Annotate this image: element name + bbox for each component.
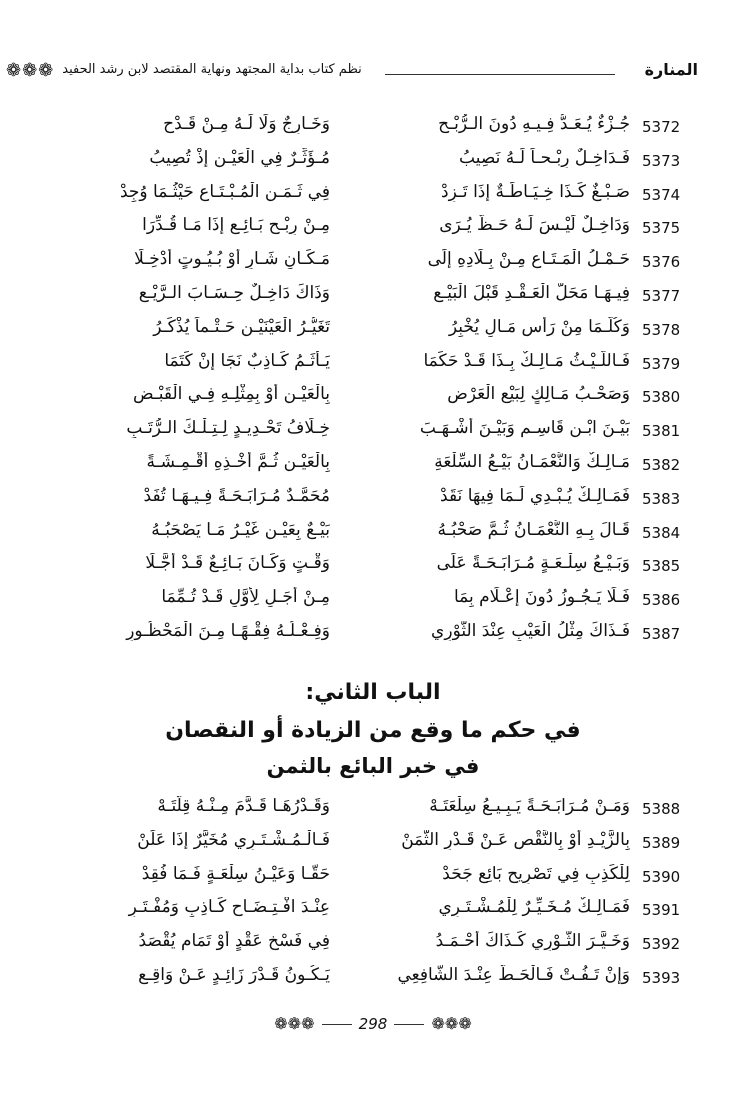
verse-number: 5376 (642, 253, 681, 272)
verse-first-hemistich: وَمَـنْ مُـرَابَـحَـةً يَـبِـيـعُ سِلْعَتَـهْ (429, 796, 630, 816)
verse-row (30, 450, 720, 484)
verse-second-hemistich: مُـؤَثِّـرٌ فِي الْعَيْـنِ إِذْ تُصِيبُ (149, 147, 330, 168)
chapter-title-line1: في حكم ما وقع من الزيادة أو النقصان (165, 718, 581, 743)
verse-row (30, 585, 720, 619)
verse-second-hemistich: يَـكُـونُ قَـدْرَ زَائِـدٍ عَـنْ وَاقِـعِ (138, 965, 330, 985)
verse-first-hemistich: وَدَاخِـلٌ لَيْـسَ لَـهُ حَـظٌّ يُـرَى (439, 215, 630, 236)
verse-first-hemistich: فِيـهَـا مَحَلُّ الْعَـقْـدِ قَبْلَ الْبَيْـعِ (433, 283, 630, 303)
verse-number: 5382 (642, 456, 681, 474)
verse-row (30, 828, 720, 862)
verse-first-hemistich: وَخَـيَّـرَ الثَّـوْرِي كَـذَاكَ أَحْـمَـدُ (435, 931, 630, 952)
verse-row (30, 862, 720, 896)
verse-first-hemistich: وَصَحْـبُ مَـالِكٍ لِبَيْعِ الْعَرْضِ (447, 384, 630, 405)
verse-number: 5393 (642, 969, 681, 987)
verse-number: 5385 (642, 557, 681, 576)
verse-first-hemistich: وَكُلُّـمَا مِنْ رَأْسِ مَـالٍ يُخْبِرُ (448, 316, 630, 337)
verse-row (30, 349, 720, 383)
verse-row (30, 213, 720, 247)
verse-second-hemistich: وَخَـارِجٌ وَلَا لَـهُ مِـنْ قَـدْحِ (163, 114, 330, 134)
header-ornament: ❁❁❁ (6, 60, 55, 81)
verse-number: 5391 (642, 901, 681, 920)
book-title: نظم كتاب بداية المجتهد ونهاية المقتصد لابن رشد الحفيد (62, 62, 362, 77)
verse-number: 5383 (642, 489, 681, 508)
verse-first-hemistich: فَمَـالِـكٌ مُـخَـيِّـرٌ لِلْمُـشْـتَـرِي (438, 897, 630, 918)
verse-row (30, 619, 720, 653)
verse-second-hemistich: بِالْعَيْـنِ ثُـمَّ أَخْـذِهِ أَقْـمِـشَـةً (146, 452, 330, 472)
verse-first-hemistich: فَـاللَّـيْـثُ مَـالِـكٌ بِـذَا قَـدْ حَكَمَا (423, 350, 630, 371)
verse-second-hemistich: بَيْـعٌ بِعَيْـنٍ غَيْـرُ مَـا يَصْحَبُـهُ (151, 519, 330, 540)
verse-second-hemistich: فِي ثَـمَـنِ الْمُـبْـتَـاعِ حَيْثُـمَا وُجِدْ (119, 181, 330, 202)
verse-number: 5389 (642, 833, 681, 852)
verse-second-hemistich: وَفِـعْـلُـهُ فِقْـهًـا مِـنَ الْمَحْظُـورِ (126, 621, 330, 641)
verse-number: 5390 (642, 867, 681, 886)
verse-first-hemistich: صَـبْـغٌ كَـذَا خِـيَـاطَـةٌ إِذَا تَـزِدْ (441, 181, 630, 202)
verse-number: 5384 (642, 523, 681, 542)
verse-second-hemistich: حَقًّـا وَعَيْـنُ سِلْعَـةٍ فَـمَا فُقِدْ (141, 863, 330, 884)
footer-ornament-right: ❁❁❁ (431, 1014, 472, 1033)
verse-row (30, 281, 720, 315)
verse-number: 5372 (642, 118, 681, 136)
verse-second-hemistich: مِـنْ أَجَـلٍ لِأَوَّلٍ قَـدْ تُـمِّمَا (161, 587, 330, 608)
verse-number: 5386 (642, 591, 681, 610)
verse-number: 5387 (642, 625, 681, 643)
footer-divider-left (322, 1024, 352, 1025)
verse-second-hemistich: وَقْـتٍ وَكَـانَ بَـائِـعٌ قَـدْ أَجَّـلَا (145, 553, 330, 574)
verse-first-hemistich: وَبَـيْـعُ سِلْـعَـةٍ مُـرَابَـحَـةً عَلَى (436, 553, 630, 574)
page-footer (0, 1014, 746, 1033)
verse-first-hemistich: فَـلَا يَـجُـوزُ دُونَ إِعْـلَامٍ بِمَا (453, 587, 630, 608)
verse-number: 5375 (642, 219, 681, 238)
verse-row (30, 794, 720, 828)
chapter-label: الباب الثاني: (305, 680, 441, 705)
verse-first-hemistich: بَيْـنَ ابْـنِ قَاسِـمٍ وَبَيْـنَ أَشْـهَـبَ (419, 418, 630, 439)
verse-second-hemistich: يَـأْثَـمُ كَـاذِبٌ نَجَا إِنْ كَتَمَا (164, 350, 330, 371)
header-divider (385, 74, 615, 77)
verse-row (30, 929, 720, 963)
footer-divider-right (394, 1024, 424, 1025)
page-number: 298 (358, 1015, 388, 1033)
verse-second-hemistich: وَقَـدْرُهَـا قَـدَّمَ مِـنْـهُ قِلَّتَـهْ (157, 796, 330, 816)
verse-first-hemistich: فَـدَاخِـلٌ رِبْـحـاً لَـهُ نَصِيبُ (459, 147, 630, 168)
verse-number: 5374 (642, 185, 681, 204)
verse-first-hemistich: وَإِنْ تَـفُـتْ فَـالْحَـطُّ عِنْـدَ الشَّافِعِي (397, 965, 630, 985)
verse-first-hemistich: جُـزْءٌ يُـعَـدُّ فِـيـهِ دُونَ الـرُّبْـحِ (438, 114, 630, 134)
verse-row (30, 315, 720, 349)
verse-number: 5377 (642, 287, 681, 305)
verse-row (30, 895, 720, 929)
verse-first-hemistich: فَمَـالِـكٌ يُـبْـدِي لَـمَا فِيهَا نَقَدْ (440, 485, 630, 506)
verse-row (30, 247, 720, 281)
verse-row (30, 382, 720, 416)
verse-number: 5381 (642, 422, 681, 441)
verse-second-hemistich: خِـلَافُ تَحْـدِيـدٍ لِـتِـلْـكَ الـرُّتَـبِ (126, 418, 330, 439)
verse-second-hemistich: مُحَمَّـدٌ مُـرَابَـحَـةً فِـيـهَـا تُفَدْ (143, 485, 330, 506)
page-header (0, 52, 746, 92)
verse-row (30, 484, 720, 518)
verse-second-hemistich: مِـنْ رِبْـحِ بَـائِـعٍ إِذَا مَـا قُـدِّرَا (142, 215, 330, 236)
verse-second-hemistich: فَـالْـمُـشْـتَـرِي مُخَيَّرٌ إِذَا عَلَنْ (137, 829, 330, 850)
verse-second-hemistich: بِالْعَيْـنِ أَوْ بِمِثْلِـهِ فِـي الْقَبْـضِ (132, 384, 330, 405)
chapter-title-line2: في خبر البائع بالثمن (266, 754, 480, 778)
verse-second-hemistich: عِنْـدَ افْـتِـضَـاحِ كَـاذِبٍ وَمُفْـتَـرِ (128, 897, 330, 918)
verse-row (30, 146, 720, 180)
verse-number: 5378 (642, 320, 681, 339)
verse-first-hemistich: بِالزَّيْـدِ أَوْ بِالنَّقْصِ عَـنْ قَـدْرِ الثَّمَنْ (401, 829, 630, 850)
verse-row (30, 963, 720, 997)
verse-first-hemistich: فَـذَاكَ مِثْلُ الْعَيْبِ عِنْدَ الثَّوْرِي (431, 621, 630, 641)
verse-first-hemistich: قَـالَ بِـهِ النُّعْمَـانُ ثُـمَّ صَحْبُـهُ (437, 519, 630, 540)
verse-second-hemistich: وَذَاكَ دَاخِـلٌ حِـسَـابَ الـرَّيْـعِ (138, 283, 330, 303)
verse-second-hemistich: مَـكَـانٍ شَـارٍ أَوْ بُـيُـوتٍ أُدْخِـلَا (134, 249, 330, 270)
verse-row (30, 112, 720, 146)
verse-number: 5373 (642, 151, 681, 170)
verse-row (30, 180, 720, 214)
verse-row (30, 518, 720, 552)
verse-number: 5380 (642, 388, 681, 407)
verse-first-hemistich: حَـمْـلُ الْمَـتَـاعِ مِـنْ بِـلَادِهِ إِلَى (427, 249, 630, 270)
verse-number: 5379 (642, 354, 681, 373)
verse-row (30, 416, 720, 450)
journal-name: المنارة (644, 60, 698, 79)
verse-first-hemistich: لِلْكَذِبِ فِي تَصْرِيحِ بَائِعٍ جَحَدْ (442, 863, 630, 884)
verse-first-hemistich: مَـالِـكٌ وَالنُّعْمَـانُ بَيْـعُ السِّلْعَةِ (434, 452, 630, 472)
footer-ornament-left: ❁❁❁ (274, 1014, 315, 1033)
verse-second-hemistich: فِي فَسْخِ عَقْدٍ أَوْ تَمَامٍ يُقْصَدُ (138, 931, 330, 952)
verse-number: 5392 (642, 935, 681, 954)
verse-second-hemistich: تَغَيُّـرُ الْعَيْنَيْـنِ حَـتْـماً يُذْكَـرُ (153, 316, 330, 337)
verse-number: 5388 (642, 800, 681, 818)
verse-row (30, 551, 720, 585)
